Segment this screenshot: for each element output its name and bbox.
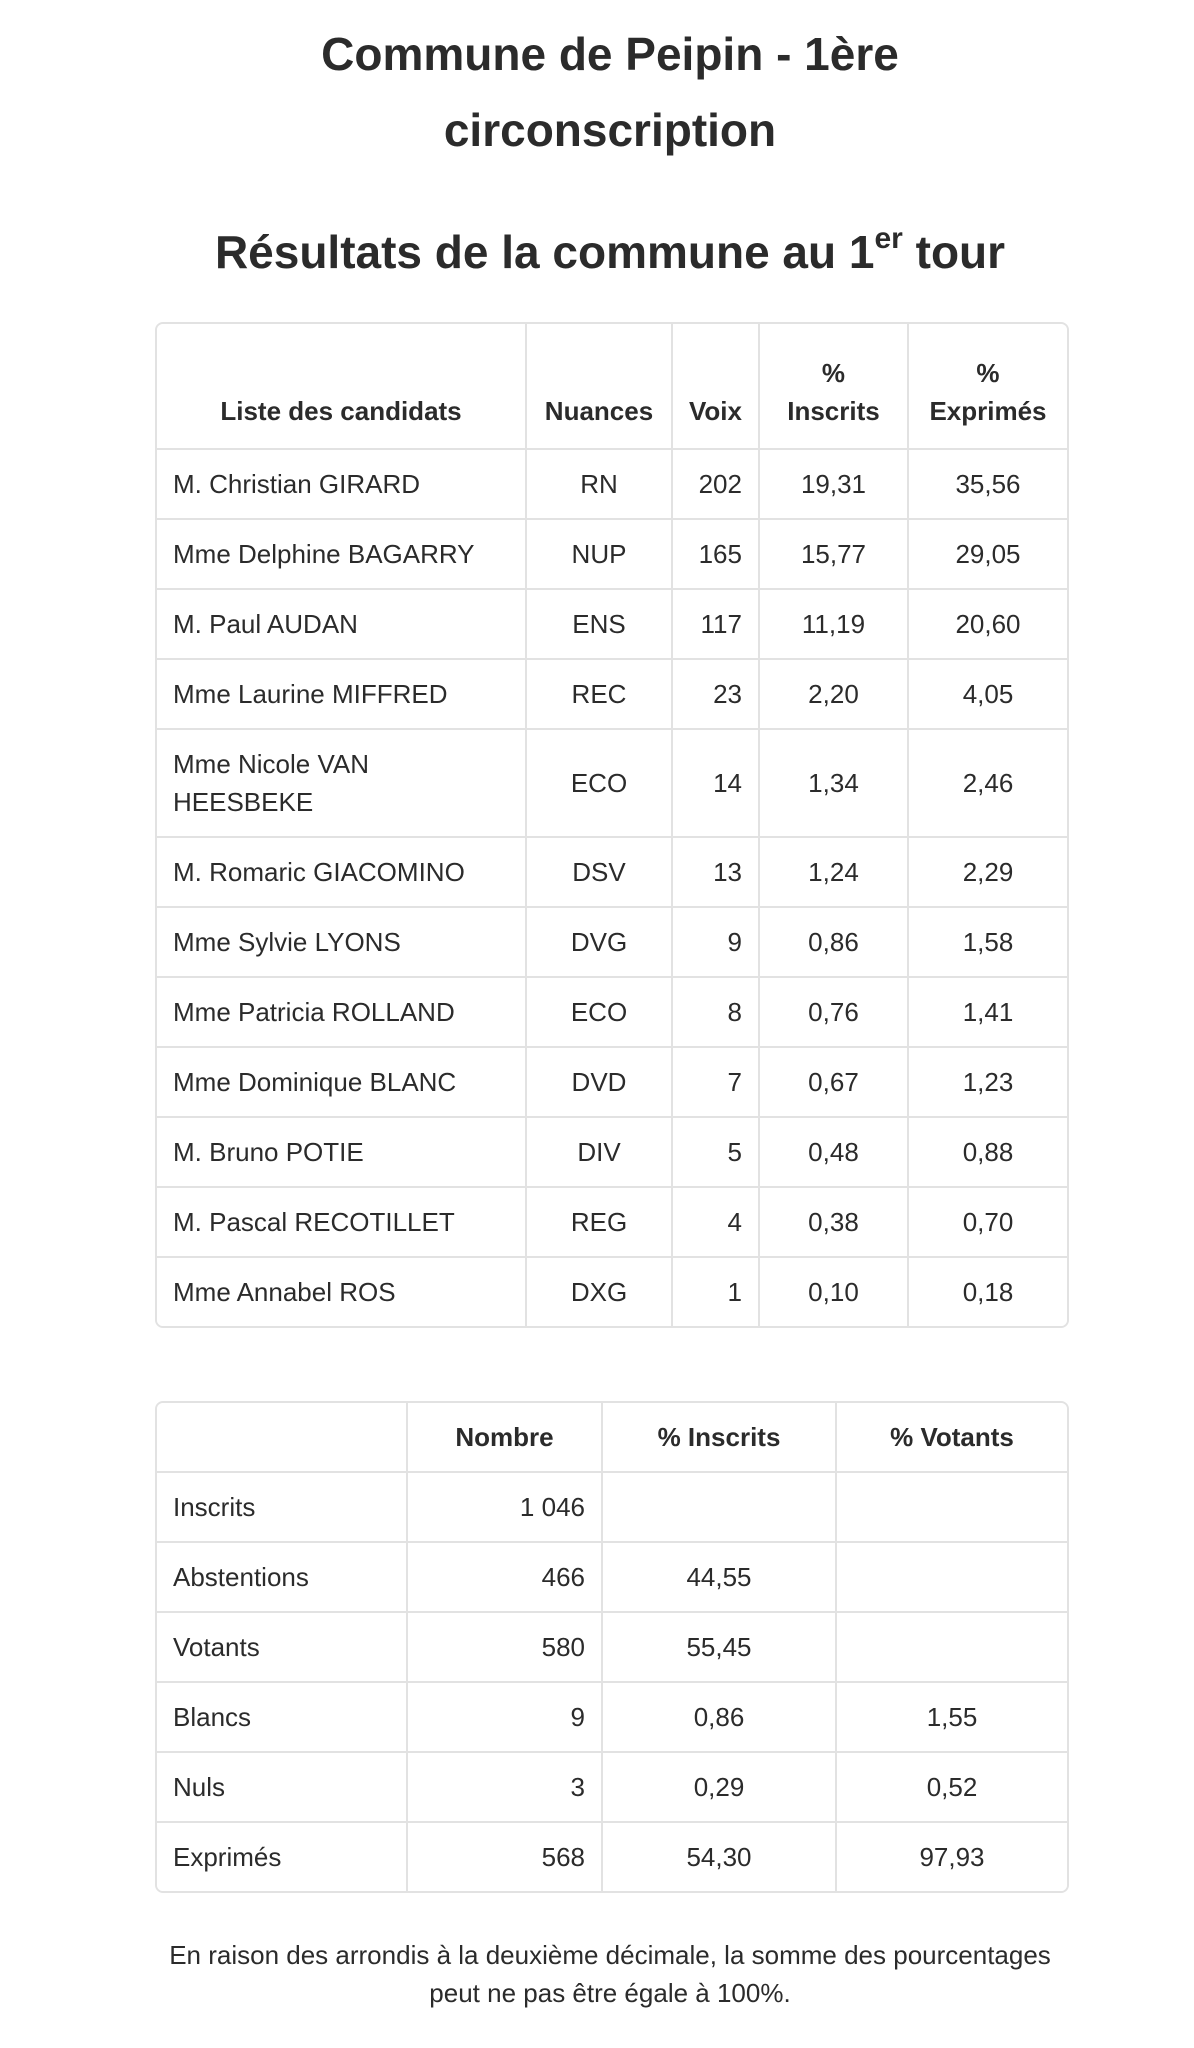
table-row	[157, 1752, 1067, 1822]
candidate-voix: 117	[672, 589, 759, 659]
stat-pct-inscrits	[602, 1472, 836, 1542]
table-row	[157, 1257, 1067, 1326]
candidate-nuance: REC	[526, 659, 672, 729]
candidate-name: Mme Nicole VAN HEESBEKE	[157, 729, 526, 837]
table-row	[157, 659, 1067, 729]
stat-label: Exprimés	[157, 1822, 407, 1891]
candidate-voix: 8	[672, 977, 759, 1047]
stat-pct-inscrits: 0,86	[602, 1682, 836, 1752]
table-row	[157, 1542, 1067, 1612]
candidates-header-row	[157, 324, 1067, 449]
candidate-pct-exprimes: 35,56	[908, 449, 1067, 519]
candidate-pct-inscrits: 2,20	[759, 659, 908, 729]
rounding-footnote: En raison des arrondis à la deuxième décimale, la somme des pourcentages peut ne pas être égale à 100%.	[169, 1940, 1051, 2008]
header-nuances: Nuances	[526, 324, 672, 449]
candidates-table	[157, 324, 1067, 1326]
table-row	[157, 837, 1067, 907]
candidate-name: M. Bruno POTIE	[157, 1117, 526, 1187]
candidates-table-container	[155, 322, 1069, 1328]
header-nombre: Nombre	[407, 1403, 602, 1472]
candidate-nuance: DXG	[526, 1257, 672, 1326]
stat-label: Votants	[157, 1612, 407, 1682]
candidate-nuance: ENS	[526, 589, 672, 659]
subtitle-end: tour	[902, 226, 1006, 278]
candidate-pct-inscrits: 11,19	[759, 589, 908, 659]
candidate-voix: 4	[672, 1187, 759, 1257]
stat-pct-votants	[836, 1612, 1067, 1682]
table-row	[157, 1047, 1067, 1117]
candidate-name: M. Christian GIRARD	[157, 449, 526, 519]
stat-pct-inscrits: 55,45	[602, 1612, 836, 1682]
table-row	[157, 907, 1067, 977]
stat-label: Blancs	[157, 1682, 407, 1752]
candidate-pct-inscrits: 0,67	[759, 1047, 908, 1117]
table-row	[157, 729, 1067, 837]
candidate-pct-inscrits: 1,34	[759, 729, 908, 837]
candidate-nuance: DIV	[526, 1117, 672, 1187]
stat-nombre: 580	[407, 1612, 602, 1682]
candidate-nuance: ECO	[526, 977, 672, 1047]
candidate-pct-inscrits: 1,24	[759, 837, 908, 907]
table-row	[157, 449, 1067, 519]
candidate-name: Mme Annabel ROS	[157, 1257, 526, 1326]
candidate-pct-exprimes: 1,23	[908, 1047, 1067, 1117]
table-row	[157, 1612, 1067, 1682]
table-row	[157, 1472, 1067, 1542]
candidate-pct-exprimes: 1,58	[908, 907, 1067, 977]
candidate-pct-exprimes: 1,41	[908, 977, 1067, 1047]
candidate-pct-exprimes: 2,46	[908, 729, 1067, 837]
candidate-name: Mme Laurine MIFFRED	[157, 659, 526, 729]
candidate-pct-exprimes: 0,70	[908, 1187, 1067, 1257]
header-blank	[157, 1403, 407, 1472]
stats-table	[157, 1403, 1067, 1891]
header-pct-inscrits: % Inscrits	[602, 1403, 836, 1472]
header-candidates: Liste des candidats	[157, 324, 526, 449]
candidate-voix: 5	[672, 1117, 759, 1187]
candidate-voix: 14	[672, 729, 759, 837]
results-subtitle	[150, 214, 1070, 290]
candidate-voix: 23	[672, 659, 759, 729]
candidate-pct-inscrits: 19,31	[759, 449, 908, 519]
candidate-nuance: RN	[526, 449, 672, 519]
stat-label: Abstentions	[157, 1542, 407, 1612]
candidate-nuance: NUP	[526, 519, 672, 589]
candidate-name: M. Paul AUDAN	[157, 589, 526, 659]
stat-pct-votants	[836, 1472, 1067, 1542]
candidate-nuance: ECO	[526, 729, 672, 837]
candidate-voix: 7	[672, 1047, 759, 1117]
subtitle-main: Résultats de la commune au 1	[214, 226, 875, 278]
candidate-pct-exprimes: 20,60	[908, 589, 1067, 659]
stat-pct-votants	[836, 1542, 1067, 1612]
header-pct-inscrits: % Inscrits	[759, 324, 908, 449]
stat-nombre: 568	[407, 1822, 602, 1891]
stat-label: Inscrits	[157, 1472, 407, 1542]
table-row	[157, 1187, 1067, 1257]
candidate-pct-inscrits: 0,38	[759, 1187, 908, 1257]
stats-header-row	[157, 1403, 1067, 1472]
candidate-nuance: REG	[526, 1187, 672, 1257]
subtitle-superscript: er	[874, 222, 903, 255]
candidate-pct-inscrits: 15,77	[759, 519, 908, 589]
candidate-name: Mme Sylvie LYONS	[157, 907, 526, 977]
stat-label: Nuls	[157, 1752, 407, 1822]
table-row	[157, 519, 1067, 589]
candidate-nuance: DVG	[526, 907, 672, 977]
candidate-name: M. Pascal RECOTILLET	[157, 1187, 526, 1257]
stat-pct-inscrits: 54,30	[602, 1822, 836, 1891]
candidate-name: M. Romaric GIACOMINO	[157, 837, 526, 907]
header-voix: Voix	[672, 324, 759, 449]
page-title: Commune de Peipin - 1ère circonscription	[321, 28, 899, 156]
candidate-name: Mme Patricia ROLLAND	[157, 977, 526, 1047]
candidate-name: Mme Dominique BLANC	[157, 1047, 526, 1117]
candidate-pct-inscrits: 0,10	[759, 1257, 908, 1326]
stat-nombre: 9	[407, 1682, 602, 1752]
stat-pct-inscrits: 44,55	[602, 1542, 836, 1612]
candidate-pct-exprimes: 2,29	[908, 837, 1067, 907]
table-row	[157, 1117, 1067, 1187]
candidate-pct-inscrits: 0,48	[759, 1117, 908, 1187]
candidate-pct-exprimes: 29,05	[908, 519, 1067, 589]
stat-nombre: 3	[407, 1752, 602, 1822]
header-pct-exprimes: % Exprimés	[908, 324, 1067, 449]
candidate-voix: 202	[672, 449, 759, 519]
candidate-voix: 1	[672, 1257, 759, 1326]
candidate-pct-inscrits: 0,76	[759, 977, 908, 1047]
header-pct-votants: % Votants	[836, 1403, 1067, 1472]
table-row	[157, 1682, 1067, 1752]
stat-pct-votants: 0,52	[836, 1752, 1067, 1822]
candidate-name: Mme Delphine BAGARRY	[157, 519, 526, 589]
stats-table-container	[155, 1401, 1069, 1893]
candidate-nuance: DVD	[526, 1047, 672, 1117]
candidate-pct-exprimes: 0,18	[908, 1257, 1067, 1326]
candidate-voix: 13	[672, 837, 759, 907]
table-row	[157, 1822, 1067, 1891]
candidate-pct-inscrits: 0,86	[759, 907, 908, 977]
candidate-pct-exprimes: 0,88	[908, 1117, 1067, 1187]
candidate-voix: 9	[672, 907, 759, 977]
stat-pct-votants: 97,93	[836, 1822, 1067, 1891]
stat-nombre: 466	[407, 1542, 602, 1612]
table-row	[157, 589, 1067, 659]
stat-pct-inscrits: 0,29	[602, 1752, 836, 1822]
table-row	[157, 977, 1067, 1047]
stat-nombre: 1 046	[407, 1472, 602, 1542]
stat-pct-votants: 1,55	[836, 1682, 1067, 1752]
candidate-nuance: DSV	[526, 837, 672, 907]
candidate-pct-exprimes: 4,05	[908, 659, 1067, 729]
candidate-voix: 165	[672, 519, 759, 589]
